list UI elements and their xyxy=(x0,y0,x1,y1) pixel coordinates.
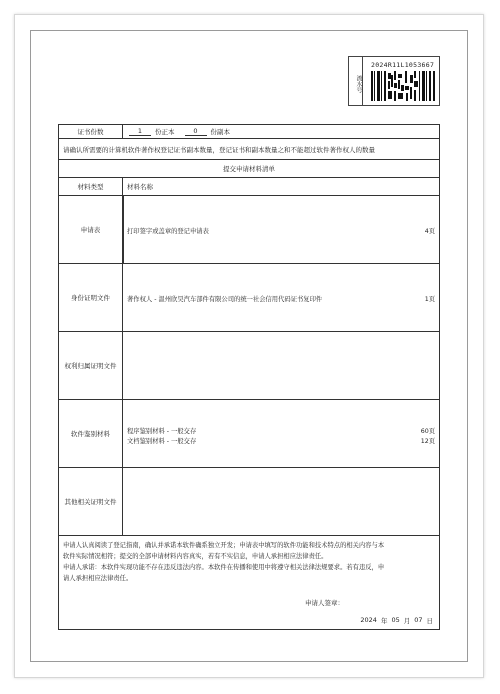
declaration-line: 请人承担相应法律责任。 xyxy=(63,575,133,582)
material-item-pages: 60页 xyxy=(420,428,435,435)
signature-label: 申请人签章： xyxy=(305,599,344,607)
cert-count-label: 证书份数 xyxy=(59,125,123,138)
material-type: 申请表 xyxy=(59,196,123,263)
declaration-text xyxy=(63,540,435,584)
material-row xyxy=(59,264,439,332)
declaration-line: 申请人承诺：本软件实现功能不存在违反违法内容。本软件在传播和使用中将遵守相关法律法规要求。若有违反，申 xyxy=(63,564,385,571)
material-item-name: 打印签字或盖章的登记申请表 xyxy=(127,228,209,235)
material-row xyxy=(59,196,439,264)
flow-number: 2024R11L1053667 xyxy=(371,61,435,69)
material-item-name: 著作权人 - 温州欣昊汽车部件有限公司的统一社会信用代码证书复印件 xyxy=(127,296,323,303)
checklist-title: 提交申请材料清单 xyxy=(223,165,275,173)
flow-label: 流水号 xyxy=(349,57,363,105)
date-year: 2024 xyxy=(360,616,377,624)
original-count: 1 xyxy=(129,127,151,136)
material-row xyxy=(59,468,439,536)
material-type: 身份证明文件 xyxy=(59,264,123,331)
material-type: 其他相关证明文件 xyxy=(59,468,123,535)
cert-count-values xyxy=(129,125,429,138)
signature-date xyxy=(360,616,433,625)
date-month: 05 xyxy=(391,616,400,624)
application-material-table xyxy=(58,124,440,630)
column-header-name: 材料名称 xyxy=(127,183,153,191)
material-item-name: 程序鉴别材料 - 一般交存 xyxy=(127,428,197,435)
date-year-label: 年 xyxy=(380,617,388,625)
declaration-line: 软件实际情况相符；提交的全部申请材料内容真实，若有不实信息，申请人承担相应法律责任。 xyxy=(63,553,328,560)
material-type: 软件鉴别材料 xyxy=(59,400,123,467)
column-header-type: 材料类型 xyxy=(59,178,123,195)
copy-count: 0 xyxy=(185,127,207,136)
material-row xyxy=(59,400,439,468)
copy-label: 份副本 xyxy=(210,128,230,136)
cert-count-row xyxy=(59,125,439,139)
date-day: 07 xyxy=(414,616,423,624)
material-row xyxy=(59,332,439,400)
material-item-pages: 1页 xyxy=(424,296,435,303)
material-item-pages: 12页 xyxy=(420,438,435,445)
material-item-name: 文档鉴别材料 - 一般交存 xyxy=(127,438,197,445)
checklist-title-row xyxy=(59,160,439,178)
barcode-image xyxy=(371,71,435,101)
material-item-pages: 4页 xyxy=(424,228,435,235)
declaration-line: 申请人认真阅读了登记指南，确认并承诺本软件确系独立开发；申请表中填写的软件功能和技术特点的相关内容与本 xyxy=(63,542,385,549)
flow-number-box xyxy=(348,56,440,106)
original-label: 份正本 xyxy=(155,128,175,136)
notice-text: 请确认所需要的计算机软件著作权登记证书副本数量，登记证书和副本数量之和不能超过软件著作权人的数量 xyxy=(63,145,375,154)
notice-row xyxy=(59,139,439,160)
declaration-section xyxy=(59,536,439,629)
column-header-row xyxy=(59,178,439,196)
date-day-label: 日 xyxy=(426,617,433,625)
date-month-label: 月 xyxy=(403,617,411,625)
material-type: 权利归属证明文件 xyxy=(59,332,123,399)
